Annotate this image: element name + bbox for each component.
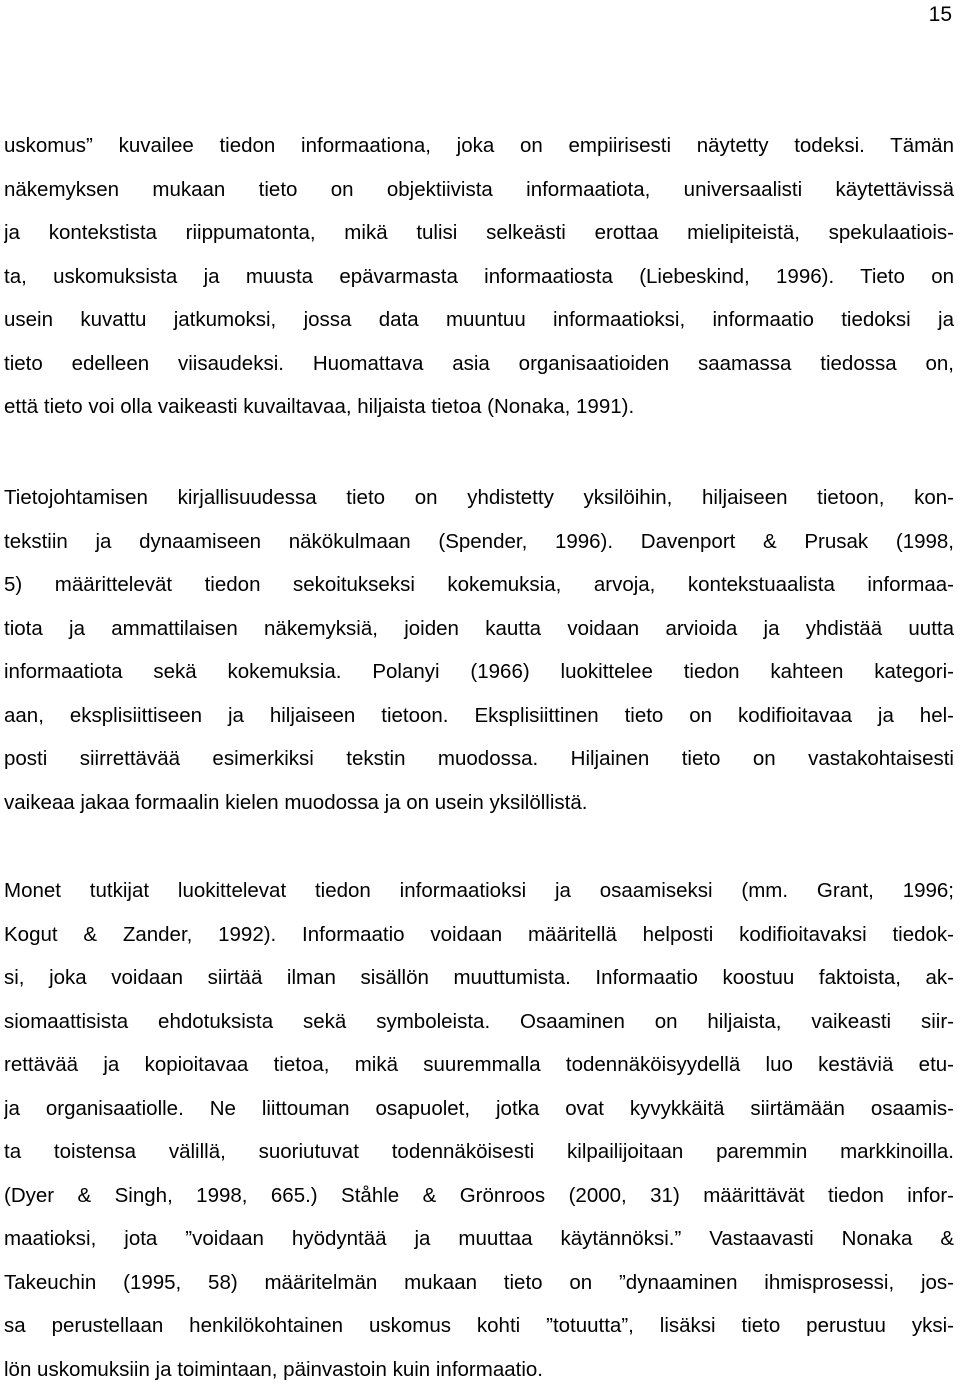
text-line: ja kontekstista riippumatonta, mikä tulisi selkeästi erottaa mielipiteistä, spekulaatiois- — [4, 211, 954, 255]
page-number: 15 — [929, 2, 952, 28]
text-line: Takeuchin (1995, 58) määritelmän mukaan tieto on ”dynaaminen ihmisprosessi, jos- — [4, 1261, 954, 1305]
text-line: Tietojohtamisen kirjallisuudessa tieto on yhdistetty yksilöihin, hiljaiseen tietoon, kon- — [4, 476, 954, 520]
text-line: Monet tutkijat luokittelevat tiedon informaatioksi ja osaamiseksi (mm. Grant, 1996; — [4, 869, 954, 913]
text-line: uskomus” kuvailee tiedon informaationa, joka on empiirisesti näytetty todeksi. Tämän — [4, 124, 954, 168]
text-line: posti siirrettävää esimerkiksi tekstin muodossa. Hiljainen tieto on vastakohtaisesti — [4, 737, 954, 781]
text-line: vaikeaa jakaa formaalin kielen muodossa ja on usein yksilöllistä. — [4, 781, 954, 825]
paragraph-3 — [4, 869, 954, 1391]
text-line: maatioksi, jota ”voidaan hyödyntää ja muuttaa käytännöksi.” Vastaavasti Nonaka & — [4, 1217, 954, 1261]
text-line: ja organisaatiolle. Ne liittouman osapuolet, jotka ovat kyvykkäitä siirtämään osaamis- — [4, 1087, 954, 1131]
text-line: sa perustellaan henkilökohtainen uskomus kohti ”totuutta”, lisäksi tieto perustuu yksi- — [4, 1304, 954, 1348]
paragraph-2 — [4, 476, 954, 824]
text-line: (Dyer & Singh, 1998, 665.) Ståhle & Grönroos (2000, 31) määrittävät tiedon infor- — [4, 1174, 954, 1218]
text-line: siomaattisista ehdotuksista sekä symboleista. Osaaminen on hiljaista, vaikeasti siir- — [4, 1000, 954, 1044]
text-line: tiota ja ammattilaisen näkemyksiä, joiden kautta voidaan arvioida ja yhdistää uutta — [4, 607, 954, 651]
text-line: ta, uskomuksista ja muusta epävarmasta informaatiosta (Liebeskind, 1996). Tieto on — [4, 255, 954, 299]
paragraph-1 — [4, 124, 954, 429]
text-line: ta toistensa välillä, suoriutuvat todennäköisesti kilpailijoitaan paremmin markkinoilla. — [4, 1130, 954, 1174]
text-line: si, joka voidaan siirtää ilman sisällön muuttumista. Informaatio koostuu faktoista, ak- — [4, 956, 954, 1000]
text-line: usein kuvattu jatkumoksi, jossa data muuntuu informaatioksi, informaatio tiedoksi ja — [4, 298, 954, 342]
text-line: tekstiin ja dynaamiseen näkökulmaan (Spender, 1996). Davenport & Prusak (1998, — [4, 520, 954, 564]
text-line: tieto edelleen viisaudeksi. Huomattava asia organisaatioiden saamassa tiedossa on, — [4, 342, 954, 386]
text-line: aan, eksplisiittiseen ja hiljaiseen tietoon. Eksplisiittinen tieto on kodifioitavaa ja hel- — [4, 694, 954, 738]
text-line: Kogut & Zander, 1992). Informaatio voidaan määritellä helposti kodifioitavaksi tiedok- — [4, 913, 954, 957]
text-line: näkemyksen mukaan tieto on objektiivista informaatiota, universaalisti käytettävissä — [4, 168, 954, 212]
text-line: lön uskomuksiin ja toimintaan, päinvastoin kuin informaatio. — [4, 1348, 954, 1391]
text-line: että tieto voi olla vaikeasti kuvailtavaa, hiljaista tietoa (Nonaka, 1991). — [4, 385, 954, 429]
text-line: rettävää ja kopioitavaa tietoa, mikä suuremmalla todennäköisyydellä luo kestäviä etu- — [4, 1043, 954, 1087]
text-line: informaatiota sekä kokemuksia. Polanyi (1966) luokittelee tiedon kahteen kategori- — [4, 650, 954, 694]
text-line: 5) määrittelevät tiedon sekoitukseksi kokemuksia, arvoja, kontekstuaalista informaa- — [4, 563, 954, 607]
